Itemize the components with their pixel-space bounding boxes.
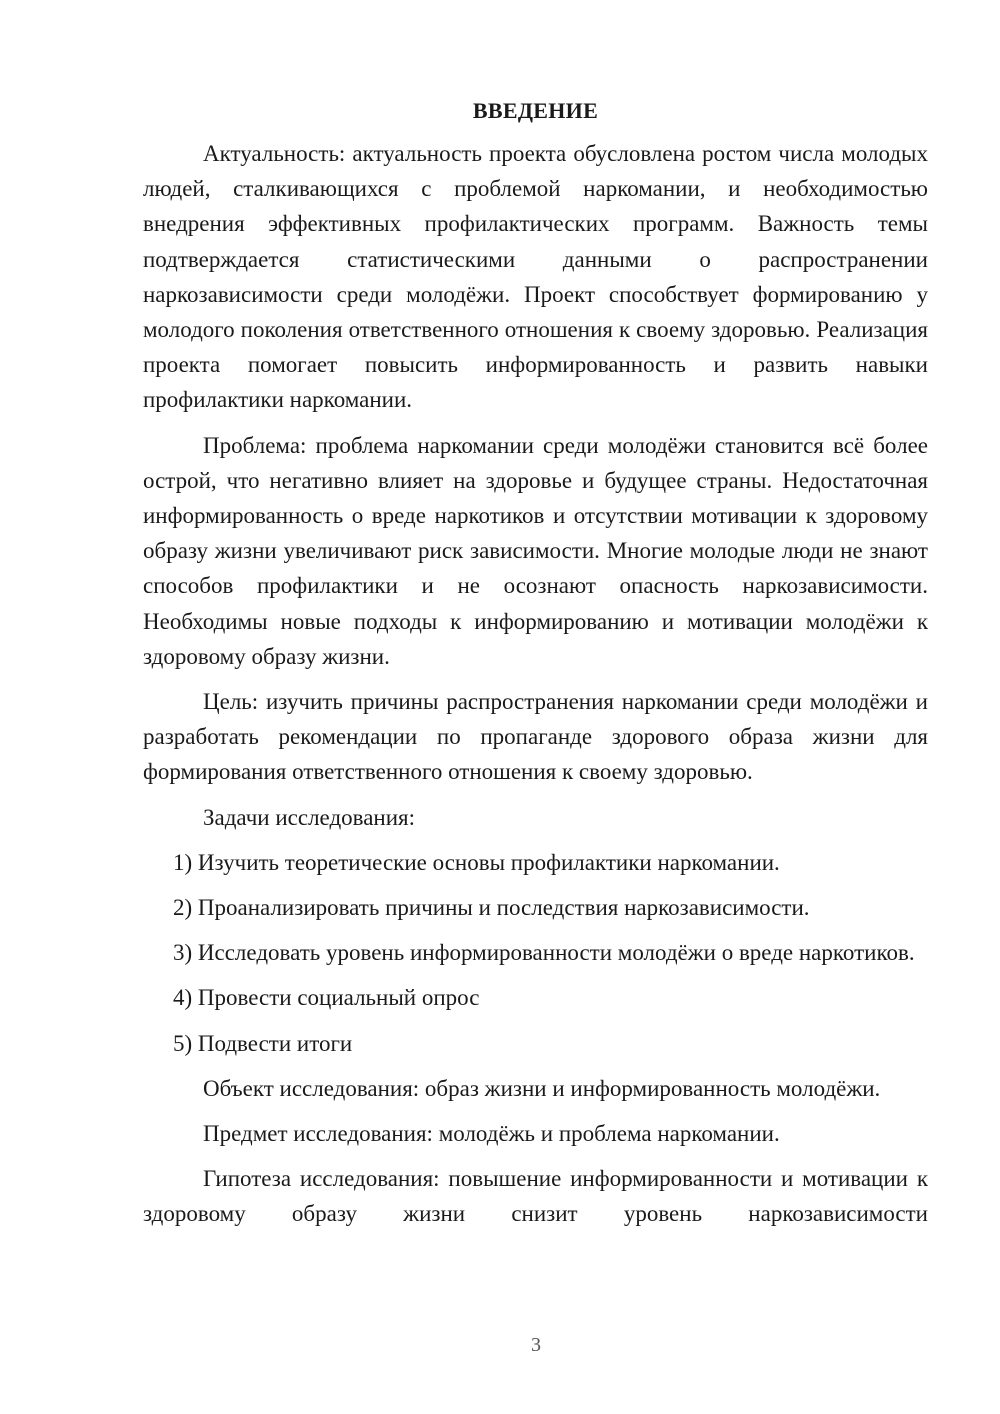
task-item-3: 3) Исследовать уровень информированности молодёжи о вреде наркотиков. — [173, 940, 915, 966]
task-item-5: 5) Подвести итоги — [173, 1030, 353, 1056]
task-item-1: 1) Изучить теоретические основы профилактики наркомании. — [173, 849, 780, 875]
subject-paragraph: Предмет исследования: молодёжь и проблема наркомании. — [203, 1121, 780, 1147]
hypothesis-paragraph: Гипотеза исследования: повышение информированности и мотивации к здоровому образу жизни снизит уровень наркозависимости — [143, 1166, 928, 1227]
page-content — [143, 94, 928, 1242]
object-paragraph: Объект исследования: образ жизни и информированность молодёжи. — [203, 1075, 881, 1101]
goal-paragraph: Цель: изучить причины распространения наркомании среди молодёжи и разработать рекомендации по пропаганде здорового образа жизни для формирования ответственного отношения к своему здоровью. — [143, 689, 928, 785]
section-title: ВВЕДЕНИЕ — [472, 98, 599, 123]
task-item-2: 2) Проанализировать причины и последствия наркозависимости. — [173, 895, 810, 921]
page-number: 3 — [531, 1334, 541, 1356]
problem-paragraph: Проблема: проблема наркомании среди молодёжи становится всё более острой, что негативно влияет на здоровье и будущее страны. Недостаточная информированность о вреде наркотиков и отсутствии мотивации к здоровому образу жизни увеличивают риск зависимости. Многие молодые люди не знают способов профилактики и не осознают опасность наркозависимости. Необходимы новые подходы к информированию и мотивации молодёжи к здоровому образу жизни. — [143, 432, 928, 669]
tasks-heading: Задачи исследования: — [203, 804, 416, 830]
relevance-paragraph: Актуальность: актуальность проекта обусловлена ростом числа молодых людей, сталкивающихся с проблемой наркомании, и необходимостью внедрения эффективных профилактических программ. Важность темы подтверждается статистическими данными о распространении наркозависимости среди молодёжи. Проект способствует формированию у молодого поколения ответственного отношения к своему здоровью. Реализация проекта помогает повысить информированность и развить навыки профилактики наркомании. — [143, 141, 928, 413]
task-item-4: 4) Провести социальный опрос — [173, 985, 480, 1011]
